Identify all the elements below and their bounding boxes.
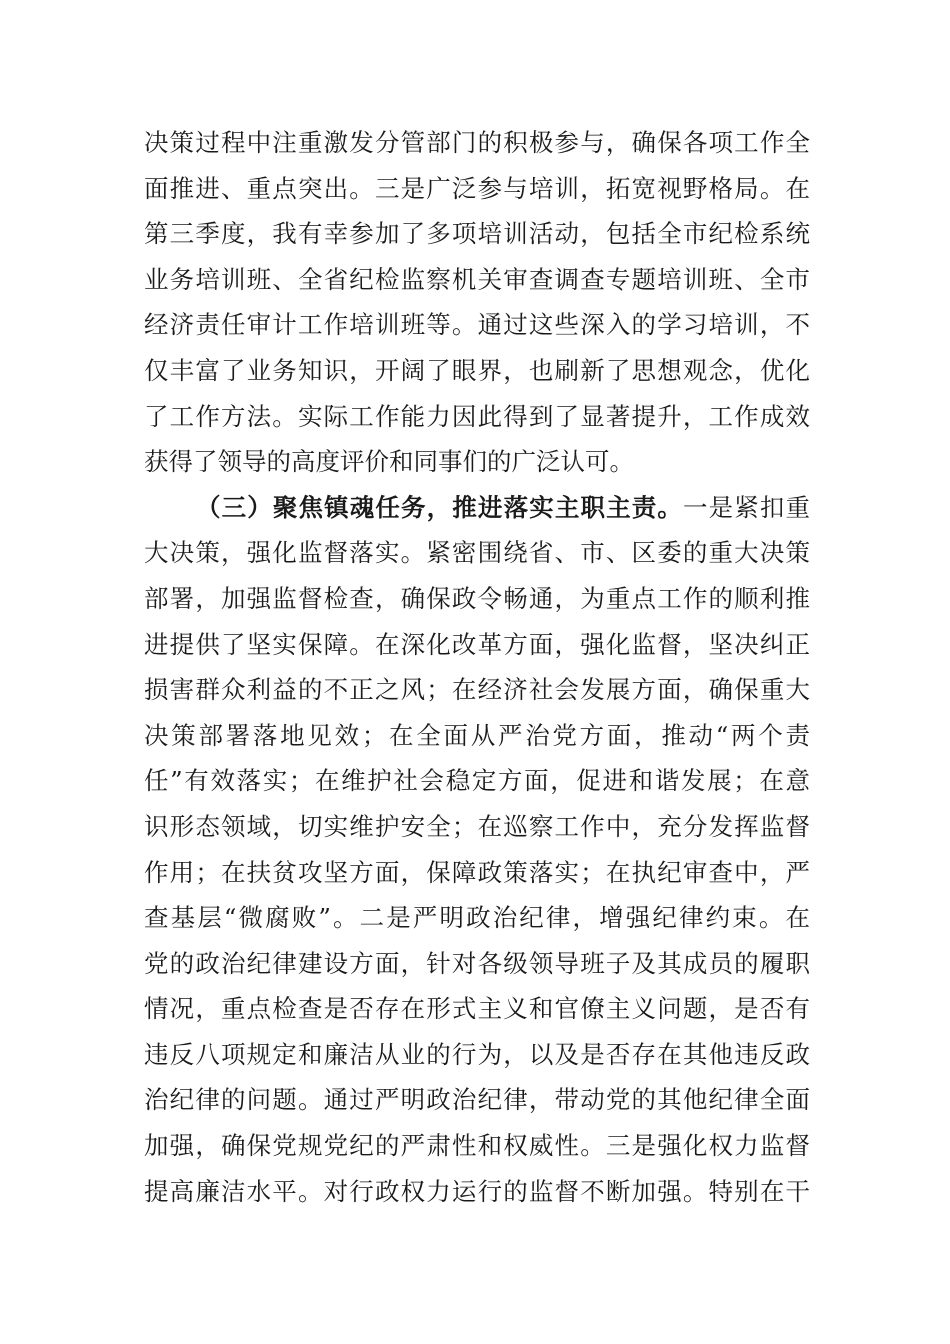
paragraph-line: 仅丰富了业务知识，开阔了眼界，也刷新了思想观念，优化 xyxy=(144,355,810,385)
paragraph-line: 查基层“微腐败”。二是严明政治纪律，增强纪律约束。在 xyxy=(144,903,810,933)
document-body xyxy=(144,120,810,1214)
paragraph-line: 提高廉洁水平。对行政权力运行的监督不断加强。特别在干 xyxy=(144,1176,810,1206)
paragraph-line: 情况，重点检查是否存在形式主义和官僚主义问题，是否有 xyxy=(144,994,810,1024)
paragraph-line: 业务培训班、全省纪检监察机关审查调查专题培训班、全市 xyxy=(144,264,810,294)
section-heading: （三）聚焦镇魂任务，推进落实主职主责。 xyxy=(196,492,683,522)
paragraph-line: 决策过程中注重激发分管部门的积极参与，确保各项工作全 xyxy=(144,128,810,157)
paragraph-line: 决策部署落地见效；在全面从严治党方面，推动“两个责 xyxy=(144,720,810,750)
paragraph-line: 部署，加强监督检查，确保政令畅通，为重点工作的顺利推 xyxy=(144,583,810,613)
paragraph-line: 面推进、重点突出。三是广泛参与培训，拓宽视野格局。在 xyxy=(144,173,810,203)
paragraph-line: 任”有效落实；在维护社会稳定方面，促进和谐发展；在意 xyxy=(144,766,810,796)
paragraph-line: 大决策，强化监督落实。紧密围绕省、市、区委的重大决策 xyxy=(144,538,810,568)
paragraph-line: 了工作方法。实际工作能力因此得到了显著提升，工作成效 xyxy=(144,401,810,431)
paragraph-line: 治纪律的问题。通过严明政治纪律，带动党的其他纪律全面 xyxy=(144,1085,810,1115)
paragraph-line: 第三季度，我有幸参加了多项培训活动，包括全市纪检系统 xyxy=(144,219,810,249)
paragraph-line: 获得了领导的高度评价和同事们的广泛认可。 xyxy=(144,447,634,477)
paragraph-line: 加强，确保党规党纪的严肃性和权威性。三是强化权力监督 xyxy=(144,1131,810,1161)
paragraph-line: 损害群众利益的不正之风；在经济社会发展方面，确保重大 xyxy=(144,675,810,705)
paragraph-line: 党的政治纪律建设方面，针对各级领导班子及其成员的履职 xyxy=(144,948,810,978)
paragraph-line: 违反八项规定和廉洁从业的行为，以及是否存在其他违反政 xyxy=(144,1039,810,1069)
paragraph-line: 经济责任审计工作培训班等。通过这些深入的学习培训，不 xyxy=(144,310,810,340)
paragraph-line: 作用；在扶贫攻坚方面，保障政策落实；在执纪审查中，严 xyxy=(144,857,810,887)
paragraph-line: 识形态领域，切实维护安全；在巡察工作中，充分发挥监督 xyxy=(144,811,810,841)
section-heading-line xyxy=(144,485,810,531)
paragraph-line: 进提供了坚实保障。在深化改革方面，强化监督，坚决纠正 xyxy=(144,629,810,659)
section-heading-continuation: 一是紧扣重 xyxy=(682,492,810,522)
